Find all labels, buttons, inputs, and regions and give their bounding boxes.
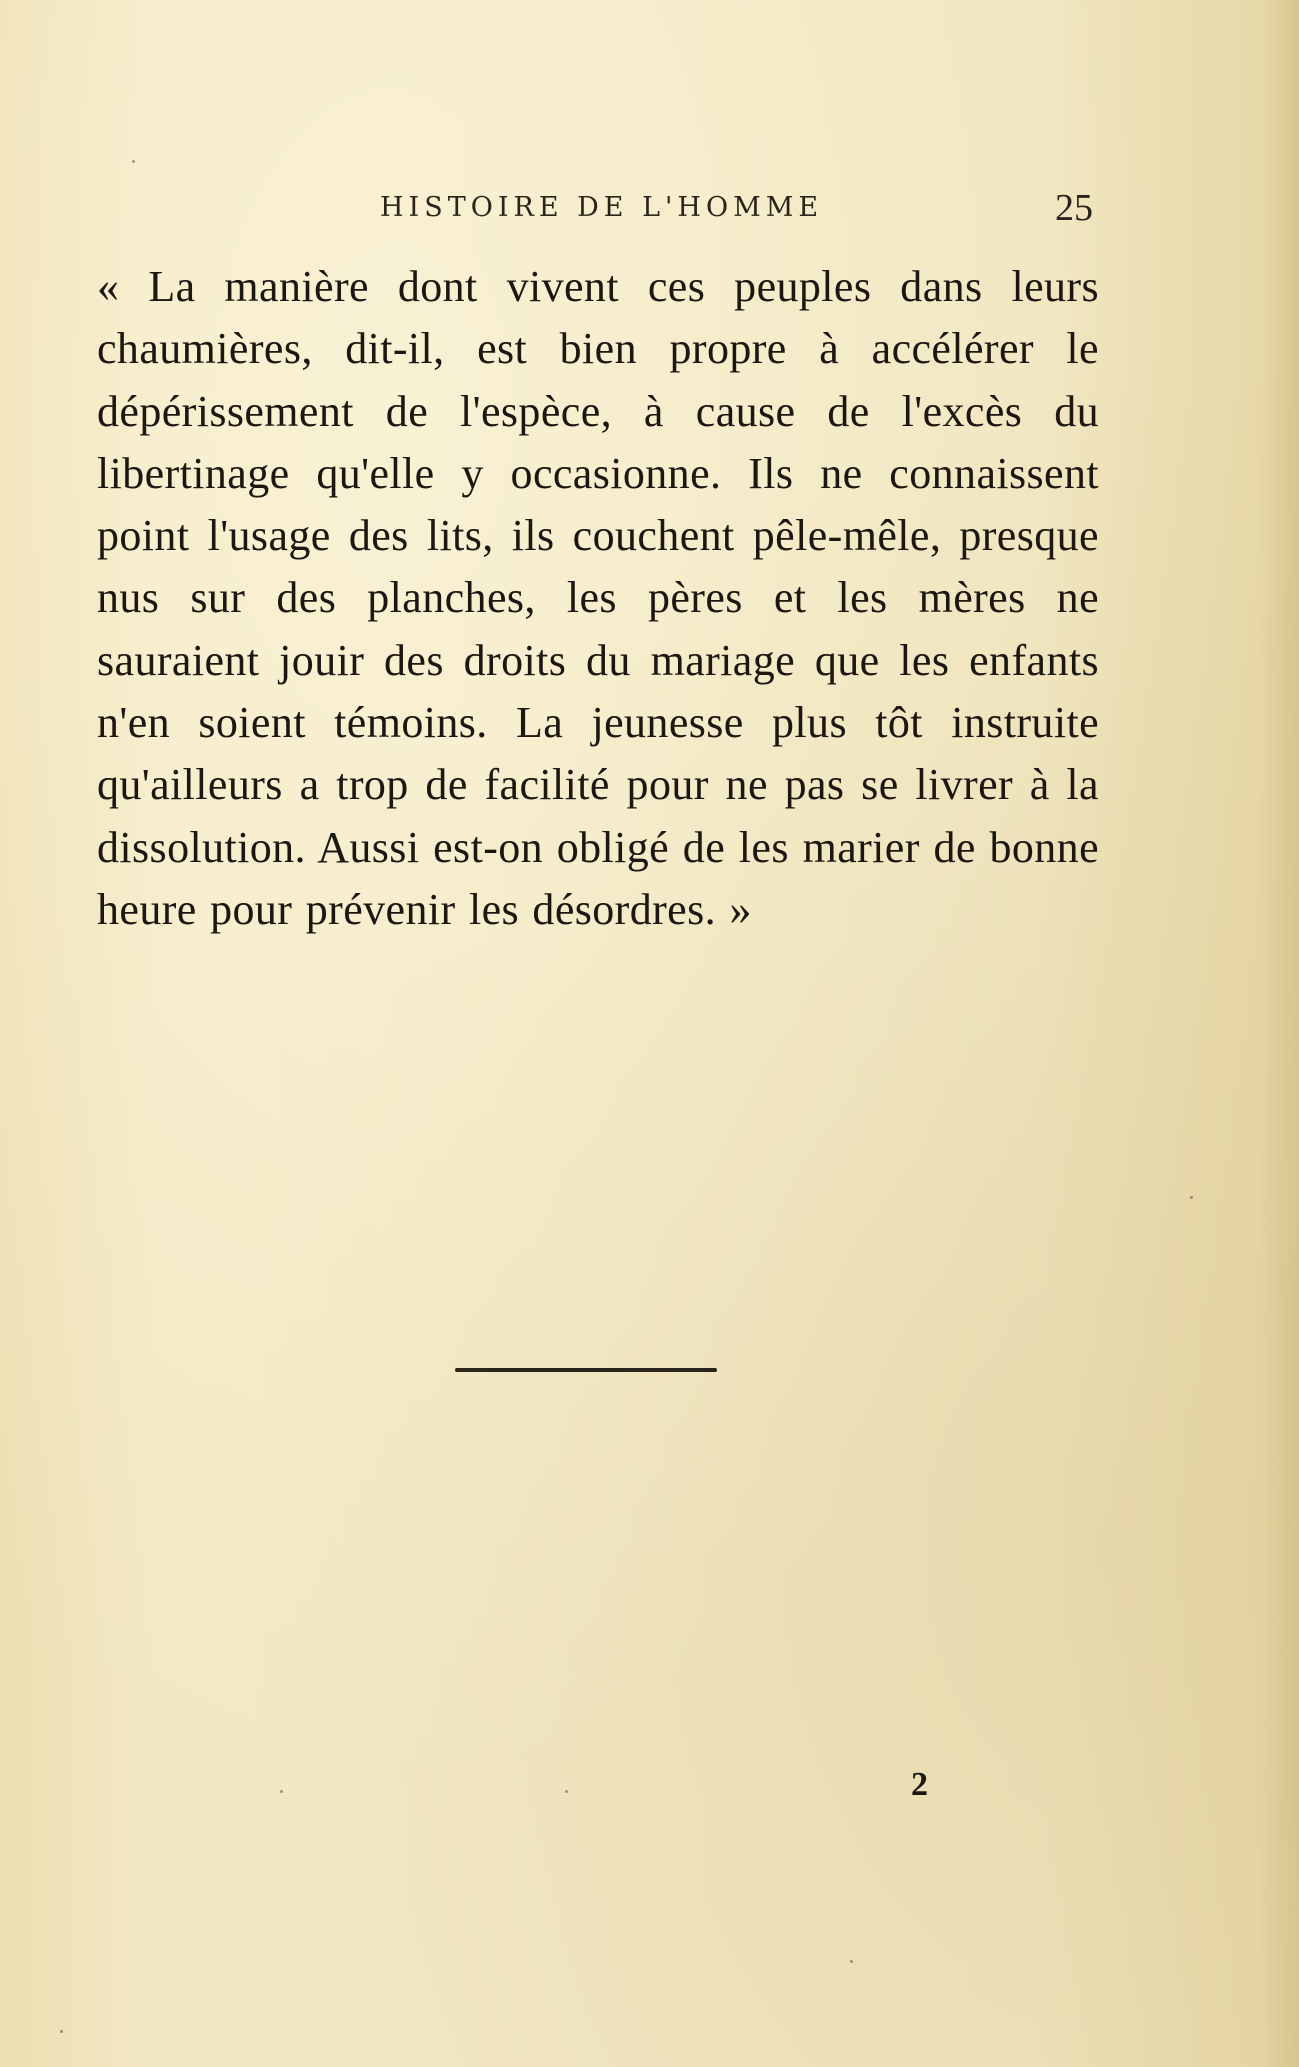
- section-rule: [455, 1368, 717, 1372]
- page-number: 25: [1055, 187, 1093, 229]
- running-title: HISTOIRE DE L'HOMME: [380, 192, 824, 223]
- body-paragraph: « La manière dont vivent ces peuples dans leurs chaumières, dit-il, est bien propre à accélérer le dépérissement de l'espèce, à cause de l'excès du libertinage qu'elle y occasionne. Ils ne connaissent point l'usage des lits, ils couchent pêle-mêle, presque nus sur des planches, les pères et les mères ne sauraient jouir des droits du mariage que les enfants n'en soient témoins. La jeunesse plus tôt instruite qu'ailleurs a trop de facilité pour ne pas se livrer à la dissolution. Aussi est-on obligé de les marier de bonne heure pour prévenir les désordres. »: [97, 262, 1099, 934]
- signature-mark: 2: [911, 1766, 928, 1803]
- page-edge-shadow: [1259, 0, 1299, 2067]
- paper-speck: [1190, 1196, 1193, 1199]
- paper-speck: [132, 160, 135, 163]
- paper-speck: [565, 1790, 568, 1793]
- paper-speck: [850, 1960, 853, 1963]
- paper-speck: [60, 2030, 63, 2033]
- paper-speck: [280, 1790, 283, 1793]
